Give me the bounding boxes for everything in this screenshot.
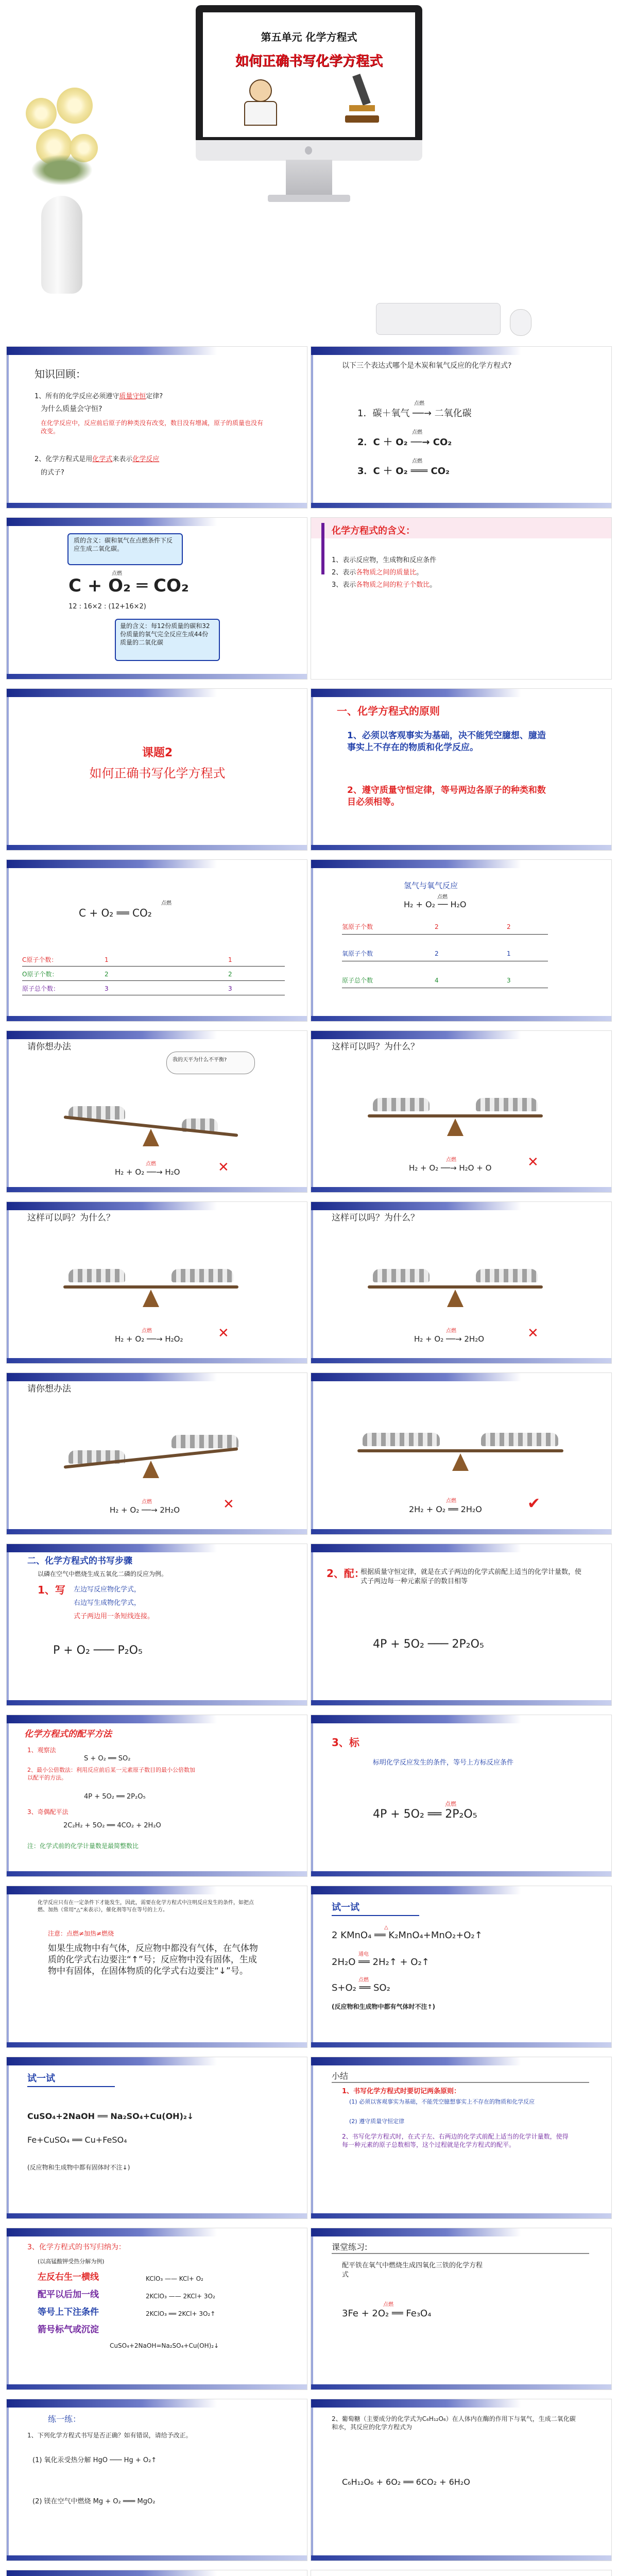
slide-try-solid xyxy=(6,2057,307,2219)
slide-balance-correct xyxy=(311,1372,612,1535)
equation: 2H₂ + O₂ ══ 2H₂O xyxy=(409,1504,482,1514)
equation: H₂ + O₂ ──→ H₂O + O xyxy=(409,1163,492,1173)
note: 注：化学式前的化学计量数是最简整数比 xyxy=(27,1842,139,1850)
balance-scale-image xyxy=(352,1409,569,1486)
slide-balance-think-1 xyxy=(6,1030,307,1193)
slide-heading: 课堂练习: xyxy=(332,2242,368,2252)
row2-left: 2 xyxy=(435,950,439,957)
slide-balance-question-1 xyxy=(311,1030,612,1193)
principle-2: 2、遵守质量守恒定律，等号两边各原子的种类和数目必须相等。 xyxy=(347,785,546,807)
wrong-mark: ✕ xyxy=(218,1326,229,1341)
q2-blank1: 化学式 xyxy=(92,455,113,463)
q1-prefix: 1、所有的化学反应必须遵守 xyxy=(35,393,119,400)
eq1: 2 KMnO₄ ══ K₂MnO₄+MnO₂+O₂↑ xyxy=(332,1930,483,1941)
slide-heading: 化学方程式的含义： xyxy=(332,526,415,536)
row2-right: 1 xyxy=(507,950,511,957)
rule-3: 等号上下注条件 xyxy=(38,2307,99,2317)
practice-q1: (1) 氧化汞受热分解 HgO ─── Hg + O₂↑ xyxy=(32,2456,157,2464)
correct-mark: ✔ xyxy=(527,1495,541,1513)
slide-heading: 氢气与氧气反应 xyxy=(404,881,458,890)
step-1-label: 1、写 xyxy=(38,1584,65,1596)
slide-principles xyxy=(311,688,612,851)
cover-unit-title: 第五单元 化学方程式 xyxy=(261,31,357,43)
balance-scale-image xyxy=(53,1248,259,1320)
row-label-3: 原子总个数： xyxy=(22,985,60,992)
row-label-3: 原子总个数 xyxy=(342,977,373,984)
q1-suffix: 定律? xyxy=(146,393,163,400)
slide-subheading: 以磷在空气中燃烧生成五氧化二磷的反应为例。 xyxy=(38,1570,168,1578)
equation: H₂ + O₂ ──→ 2H₂O xyxy=(414,1334,485,1344)
cond-label: 点燃 xyxy=(446,1157,456,1163)
meaning-item-2-suffix: 。 xyxy=(416,569,423,577)
slide-summary xyxy=(311,2057,612,2219)
summary-example: (以高锰酸钾受热分解为例) xyxy=(38,2258,105,2265)
slide-knowledge-review xyxy=(6,346,307,509)
monitor-image xyxy=(196,5,422,273)
step-1-line-a: 左边写反应物化学式， xyxy=(74,1586,141,1594)
slide-balance-think-2 xyxy=(6,1372,307,1535)
gas-solid-paragraph: 如果生成物中有气体，反应物中都没有气体，在气体物质的化学式右边要注“↑”号；反应物中没有固体，生成物中有固体，在固体物质的化学式右边要注“↓”号。 xyxy=(48,1943,258,1977)
slide-heading: 小结 xyxy=(332,2071,349,2081)
topic-title: 如何正确书写化学方程式 xyxy=(89,766,226,781)
equation: H₂ + O₂ ──→ 2H₂O xyxy=(110,1505,180,1515)
step-2-text: 根据质量守恒定律，就是在式子两边的化学式前配上适当的化学计量数，使式子两边每一种元素原子的数目相等 xyxy=(360,1568,582,1585)
wrong-mark: ✕ xyxy=(527,1155,539,1170)
wrong-mark: ✕ xyxy=(223,1497,234,1512)
slide-heading: 一、化学方程式的原则 xyxy=(337,705,440,717)
cover-main-title: 如何正确书写化学方程式 xyxy=(235,54,383,69)
cond-label: 点燃 xyxy=(112,571,122,577)
slide-balancing-step xyxy=(311,1544,612,1706)
equation: P + O₂ ─── P₂O₅ xyxy=(53,1644,143,1657)
scientist-illustration xyxy=(239,79,280,126)
method-3: 3、奇偶配平法 xyxy=(27,1808,68,1816)
wrong-mark: ✕ xyxy=(218,1160,229,1175)
q2-blank2: 化学反应 xyxy=(132,455,160,463)
slide-practice-1 xyxy=(6,2399,307,2561)
condition-paragraph: 化学反应只有在一定条件下才能发生，因此，需要在化学方程式中注明反应发生的条件，如把点燃、加热（常用“△”来表示），催化剂等写在等号的上方。 xyxy=(38,1900,254,1913)
cond-label: 点燃 xyxy=(142,1499,152,1505)
slide-heading: 二、化学方程式的书写步骤 xyxy=(27,1556,132,1566)
equation: H₂ + O₂ ── H₂O xyxy=(404,900,467,909)
row-label-2: 氧原子个数 xyxy=(342,950,373,957)
exercise-text: 配平铁在氧气中燃烧生成四氧化三铁的化学方程式 xyxy=(342,2262,483,2279)
practice-question: 2、葡萄糖（主要成分的化学式为C₆H₁₂O₆）在人体内在酶的作用下与氧气，生成二氧化碳和水，其反应的化学方程式为 xyxy=(332,2415,576,2431)
method-2: 2、最小公倍数法：利用反应前后某一元素原子数目的最小公倍数加以配平的方法。 xyxy=(27,1767,195,1781)
cond-label: 点燃 xyxy=(161,901,171,906)
step-3-text: 标明化学反应发生的条件，等号上方标反应条件 xyxy=(373,1759,514,1767)
example-3: 2KClO₃ ══ 2KCl+ 3O₂↑ xyxy=(146,2310,216,2317)
rule-2: 配平以后加一线 xyxy=(38,2290,99,2300)
summary-2: 2、书写化学方程式时，在式子左、右两边的化学式前配上适当的化学计量数，使得每一种元素的原子总数相等，这个过程就是化学方程式的配平。 xyxy=(342,2133,569,2149)
mouse-image xyxy=(510,309,531,336)
cond-label: 点燃 xyxy=(446,1498,456,1504)
meaning-item-1: 1、表示反应物，生成物和反应条件 xyxy=(332,556,437,564)
slide-heading: 这样可以吗？为什么？ xyxy=(332,1042,419,1052)
row3-left: 3 xyxy=(105,985,109,992)
cond-label: 点燃 xyxy=(383,2302,393,2308)
eq1-cond: 点燃 xyxy=(414,401,424,406)
cond-label: 点燃 xyxy=(437,894,448,900)
equation: 4P + 5O₂ ─── 2P₂O₅ xyxy=(373,1638,484,1651)
q2-suffix: 的式子? xyxy=(41,469,64,477)
step-2-label: 2、配： xyxy=(327,1567,365,1580)
slide-writing-steps xyxy=(6,1544,307,1706)
meaning-item-2-prefix: 2、表示 xyxy=(332,569,356,577)
slide-equation-meaning xyxy=(311,517,612,680)
row1-right: 2 xyxy=(507,923,511,930)
slide-heading: 试一试 xyxy=(27,2073,55,2084)
practice-instruction: 1、下列化学方程式书写是否正确？如有错误，请给予改正。 xyxy=(27,2432,192,2439)
eq1: 1．碳＋氧气 ──→ 二氧化碳 xyxy=(357,408,472,419)
slide-heading: 这样可以吗？为什么？ xyxy=(27,1213,115,1223)
slide-heading: 请你想办法 xyxy=(27,1042,71,1052)
meaning-item-3-suffix: 。 xyxy=(430,581,437,589)
caution-line: 注意：点燃≠加热≠燃烧 xyxy=(48,1930,114,1937)
eq2: 2H₂O ══ 2H₂↑ + O₂↑ xyxy=(332,1957,430,1968)
main-equation: C + O₂ ═ CO₂ xyxy=(68,575,189,596)
balance-scale-image xyxy=(357,1077,563,1149)
slide-heading: 练一练： xyxy=(48,2414,81,2424)
slide-mark-step xyxy=(311,1715,612,1877)
row3-left: 4 xyxy=(435,977,439,984)
meaning-item-3-red: 各物质之间的粒子个数比 xyxy=(356,581,430,589)
eq3: S+O₂ ══ SO₂ xyxy=(332,1982,390,1993)
row3-right: 3 xyxy=(228,985,232,992)
eq3-cond: 点燃 xyxy=(412,459,422,464)
q2-mid: 来表示 xyxy=(112,455,133,463)
slide-try-gas xyxy=(311,1886,612,2048)
row1-right: 1 xyxy=(228,956,232,963)
row1-left: 2 xyxy=(435,923,439,930)
summary-1a: (1) 必须以客观事实为基础，不能凭空臆想事实上不存在的物质和化学反应 xyxy=(349,2098,535,2105)
balance-scale-image xyxy=(357,1248,563,1320)
q1-answer: 在化学反应中，反应前后原子的种类没有改变，数目没有增减，原子的质量也没有改变。 xyxy=(41,419,264,435)
equation: 4P + 5O₂ ══ 2P₂O₅ xyxy=(373,1808,477,1821)
q1-blank: 质量守恒 xyxy=(119,393,146,400)
equation: C + O₂ ══ CO₂ xyxy=(79,907,152,919)
cover-section xyxy=(0,0,618,340)
eq3-cond: 点燃 xyxy=(358,1977,369,1983)
method-2-equation: 4P + 5O₂ ══ 2P₂O₅ xyxy=(84,1793,146,1801)
summary-1: 1、书写化学方程式时要切记两条原则： xyxy=(342,2088,461,2095)
slide-classroom-exercise xyxy=(311,2228,612,2390)
row2-left: 2 xyxy=(105,971,109,978)
eq2-cond: 通电 xyxy=(358,1952,369,1957)
slide-balance-question-2 xyxy=(6,1201,307,1364)
slide-concept-map xyxy=(311,2570,612,2576)
example-1: KClO₃ —— KCl+ O₂ xyxy=(146,2275,203,2282)
step-3-label: 3、标 xyxy=(332,1736,359,1749)
slide-heading: 试一试 xyxy=(332,1902,359,1913)
method-1-equation: S + O₂ ══ SO₂ xyxy=(84,1755,131,1762)
slide-writing-summary xyxy=(6,2228,307,2390)
example-4: CuSO₄+2NaOH=Na₂SO₄+Cu(OH)₂↓ xyxy=(110,2342,219,2349)
eq1-cond: △ xyxy=(384,1925,388,1930)
eq3: 3．C ＋ O₂ ═══ CO₂ xyxy=(357,466,450,477)
slide-balance-question-3 xyxy=(311,1201,612,1364)
slide-topic-title xyxy=(6,688,307,851)
cond-label: 点燃 xyxy=(446,1328,456,1334)
wrong-mark: ✕ xyxy=(527,1326,539,1341)
method-1: 1、观察法 xyxy=(27,1747,56,1754)
row1-left: 1 xyxy=(105,956,109,963)
slide-which-expression xyxy=(311,346,612,509)
balance-scale-image xyxy=(53,1088,259,1160)
eq2-cond: 点燃 xyxy=(412,430,422,435)
topic-label: 课题2 xyxy=(142,747,173,759)
eq1: CuSO₄+2NaOH ══ Na₂SO₄+Cu(OH)₂↓ xyxy=(27,2111,194,2121)
row-label-1: 氢原子个数 xyxy=(342,923,373,930)
equation: H₂ + O₂ ──→ H₂O₂ xyxy=(115,1334,183,1344)
row-label-1: C原子个数： xyxy=(22,956,58,963)
step-1-line-b: 右边写生成物化学式， xyxy=(74,1599,141,1607)
quantity-meaning-bubble: 量的含义：每12份质量的碳和32份质量的氧气完全反应生成44份质量的二氧化碳 xyxy=(120,622,210,647)
step-1-line-c: 式子两边用一条短线连接。 xyxy=(74,1613,154,1620)
rule-4: 箭号标气或沉淀 xyxy=(38,2325,99,2335)
rule-1: 左反右生一横线 xyxy=(38,2272,99,2282)
cond-label: 点燃 xyxy=(142,1328,152,1334)
row2-right: 2 xyxy=(228,971,232,978)
equation: C₆H₁₂O₆ + 6O₂ ══ 6CO₂ + 6H₂O xyxy=(342,2477,470,2487)
slide-balancing-methods xyxy=(6,1715,307,1877)
slide-practice-2 xyxy=(311,2399,612,2561)
cond-label: 点燃 xyxy=(445,1801,456,1807)
eq2: 2．C ＋ O₂ ──→ CO₂ xyxy=(357,437,452,448)
slide-intro: 以下三个表达式哪个是木炭和氧气反应的化学方程式? xyxy=(342,362,512,370)
slide-condition-notes xyxy=(6,1886,307,2048)
meaning-item-2-red: 各物质之间的质量比 xyxy=(356,569,417,577)
slide-practice-3 xyxy=(6,2570,307,2576)
balance-scale-image xyxy=(53,1419,259,1492)
quality-meaning-bubble: 质的含义：碳和氧气在点燃条件下反应生成二氧化碳。 xyxy=(74,537,173,553)
example-2: 2KClO₃ —— 2KCl+ 3O₂ xyxy=(146,2293,215,2300)
row3-right: 3 xyxy=(507,977,511,984)
summary-1b: (2) 遵守质量守恒定律 xyxy=(349,2118,405,2125)
slide-heading: 知识回顾： xyxy=(35,368,86,380)
row-label-2: O原子个数： xyxy=(22,971,58,978)
slide-heading: 化学方程式的配平方法 xyxy=(24,1729,112,1739)
microscope-illustration xyxy=(342,74,383,126)
method-3-equation: 2C₂H₂ + 5O₂ ══ 4CO₂ + 2H₂O xyxy=(63,1822,161,1829)
note: (反应物和生成物中都有固体时不注↓) xyxy=(27,2164,130,2171)
equation: 3Fe + 2O₂ ══ Fe₃O₄ xyxy=(342,2308,432,2319)
flower-vase-image xyxy=(21,77,103,294)
note: (反应物和生成物中都有气体时不注↑) xyxy=(332,2003,436,2010)
slide-heading: 请你想办法 xyxy=(27,1384,71,1394)
equation: H₂ + O₂ ──→ H₂O xyxy=(115,1167,180,1177)
keyboard-image xyxy=(376,303,501,335)
q1-line2: 为什么质量会守恒? xyxy=(41,405,102,413)
q2-prefix: 2、化学方程式是用 xyxy=(35,455,93,463)
slide-atom-count-hydrogen xyxy=(311,859,612,1022)
principle-1: 1、必须以客观事实为基础，决不能凭空臆想、臆造事实上不存在的物质和化学反应。 xyxy=(347,731,546,753)
speech-bubble: 我的天平为什么不平衡? xyxy=(173,1057,227,1063)
slide-heading: 这样可以吗？为什么？ xyxy=(332,1213,419,1223)
cond-label: 点燃 xyxy=(146,1161,156,1167)
practice-q2: (2) 镁在空气中燃烧 Mg + O₂ ═══ MgO₂ xyxy=(32,2498,156,2505)
mass-ratio: 12 : 16×2 : (12+16×2) xyxy=(68,603,146,611)
meaning-item-3-prefix: 3、表示 xyxy=(332,581,356,589)
slide-atom-count-carbon xyxy=(6,859,307,1022)
eq2: Fe+CuSO₄ ══ Cu+FeSO₄ xyxy=(27,2135,127,2145)
slide-heading: 3、化学方程式的书写归纳为： xyxy=(27,2243,126,2251)
slide-equation-meaning-example xyxy=(6,517,307,680)
